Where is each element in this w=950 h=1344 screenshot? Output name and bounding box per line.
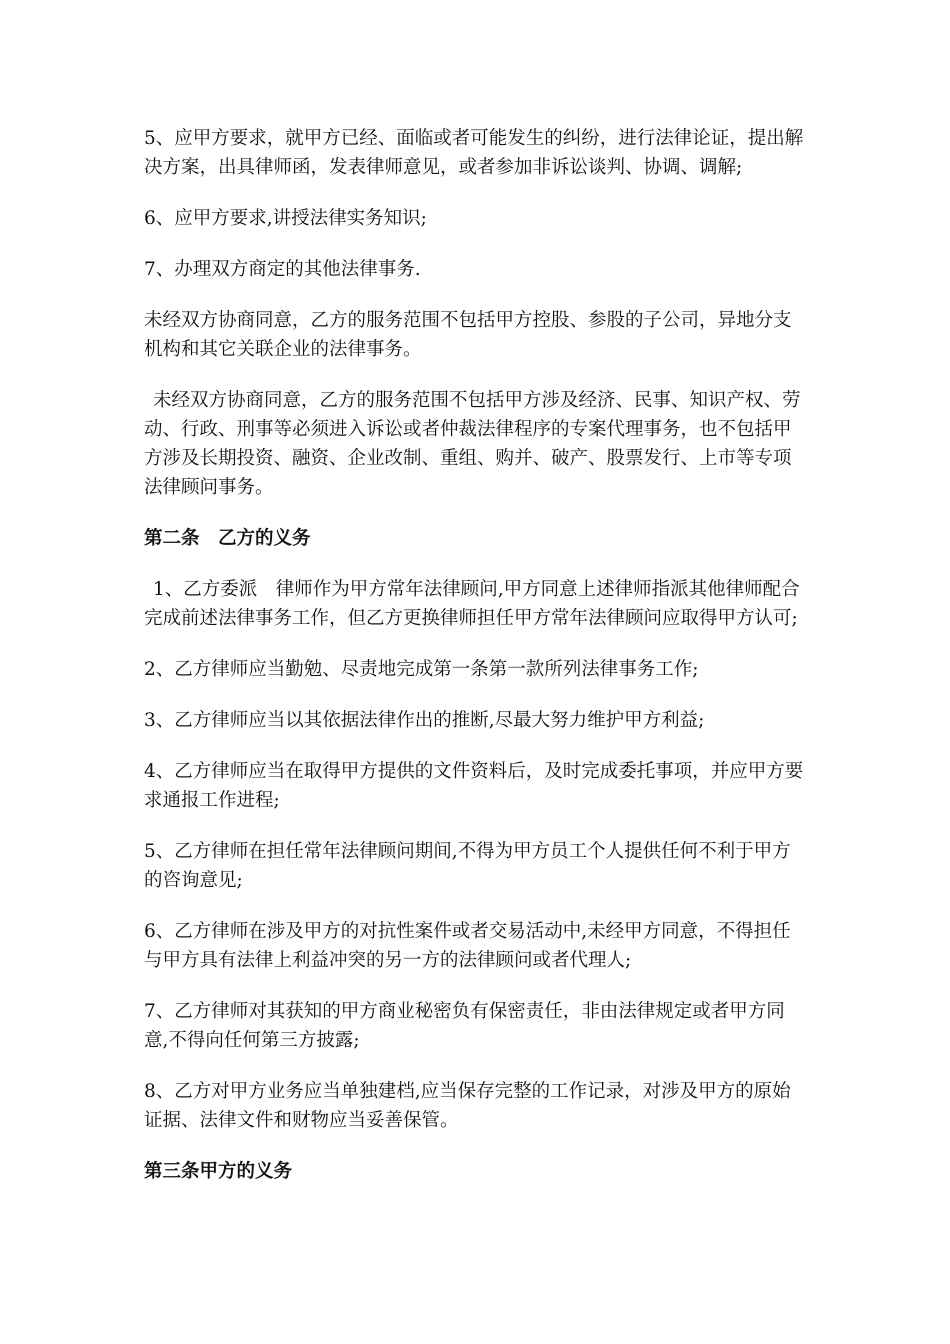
article-2-item-3: 3、乙方律师应当以其依据法律作出的推断,尽最大努力维护甲方利益;: [144, 710, 705, 731]
article-2-item-1: 1、乙方委派 律师作为甲方常年法律顾问,甲方同意上述律师指派其他律师配合完成前述法律事务工作，但乙方更换律师担任甲方常年法律顾问应取得甲方认可;: [144, 579, 800, 629]
article-2-heading: 第二条 乙方的义务: [144, 528, 311, 549]
article-2-item-2: 2、乙方律师应当勤勉、尽责地完成第一条第一款所列法律事务工作;: [144, 659, 699, 680]
scope-exclusion-paragraph-1: 未经双方协商同意，乙方的服务范围不包括甲方控股、参股的子公司，异地分支机构和其它关联企业的法律事务。: [144, 310, 792, 360]
article-2-item-7: 7、乙方律师对其获知的甲方商业秘密负有保密责任，非由法律规定或者甲方同意,不得向任何第三方披露;: [144, 1001, 785, 1051]
article-2-item-4: 4、乙方律师应当在取得甲方提供的文件资料后，及时完成委托事项，并应甲方要求通报工作进程;: [144, 761, 804, 811]
document-body: [144, 124, 809, 1208]
clause-item-7: 7、办理双方商定的其他法律事务.: [144, 259, 421, 280]
clause-item-5: 5、应甲方要求，就甲方已经、面临或者可能发生的纠纷，进行法律论证，提出解决方案，出具律师函，发表律师意见，或者参加非诉讼谈判、协调、调解;: [144, 128, 804, 178]
article-2-item-6: 6、乙方律师在涉及甲方的对抗性案件或者交易活动中,未经甲方同意，不得担任与甲方具有法律上利益冲突的另一方的法律顾问或者代理人;: [144, 921, 791, 971]
clause-item-6: 6、应甲方要求,讲授法律实务知识;: [144, 208, 427, 229]
article-3-heading: 第三条甲方的义务: [144, 1161, 293, 1182]
article-2-item-8: 8、乙方对甲方业务应当单独建档,应当保存完整的工作记录，对涉及甲方的原始证据、法律文件和财物应当妥善保管。: [144, 1081, 791, 1131]
scope-exclusion-paragraph-2: 未经双方协商同意，乙方的服务范围不包括甲方涉及经济、民事、知识产权、劳动、行政、刑事等必须进入诉讼或者仲裁法律程序的专案代理事务，也不包括甲方涉及长期投资、融资、企业改制、重组、购并、破产、股票发行、上市等专项法律顾问事务。: [144, 390, 801, 498]
article-2-item-5: 5、乙方律师在担任常年法律顾问期间,不得为甲方员工个人提供任何不利于甲方的咨询意见;: [144, 841, 791, 891]
